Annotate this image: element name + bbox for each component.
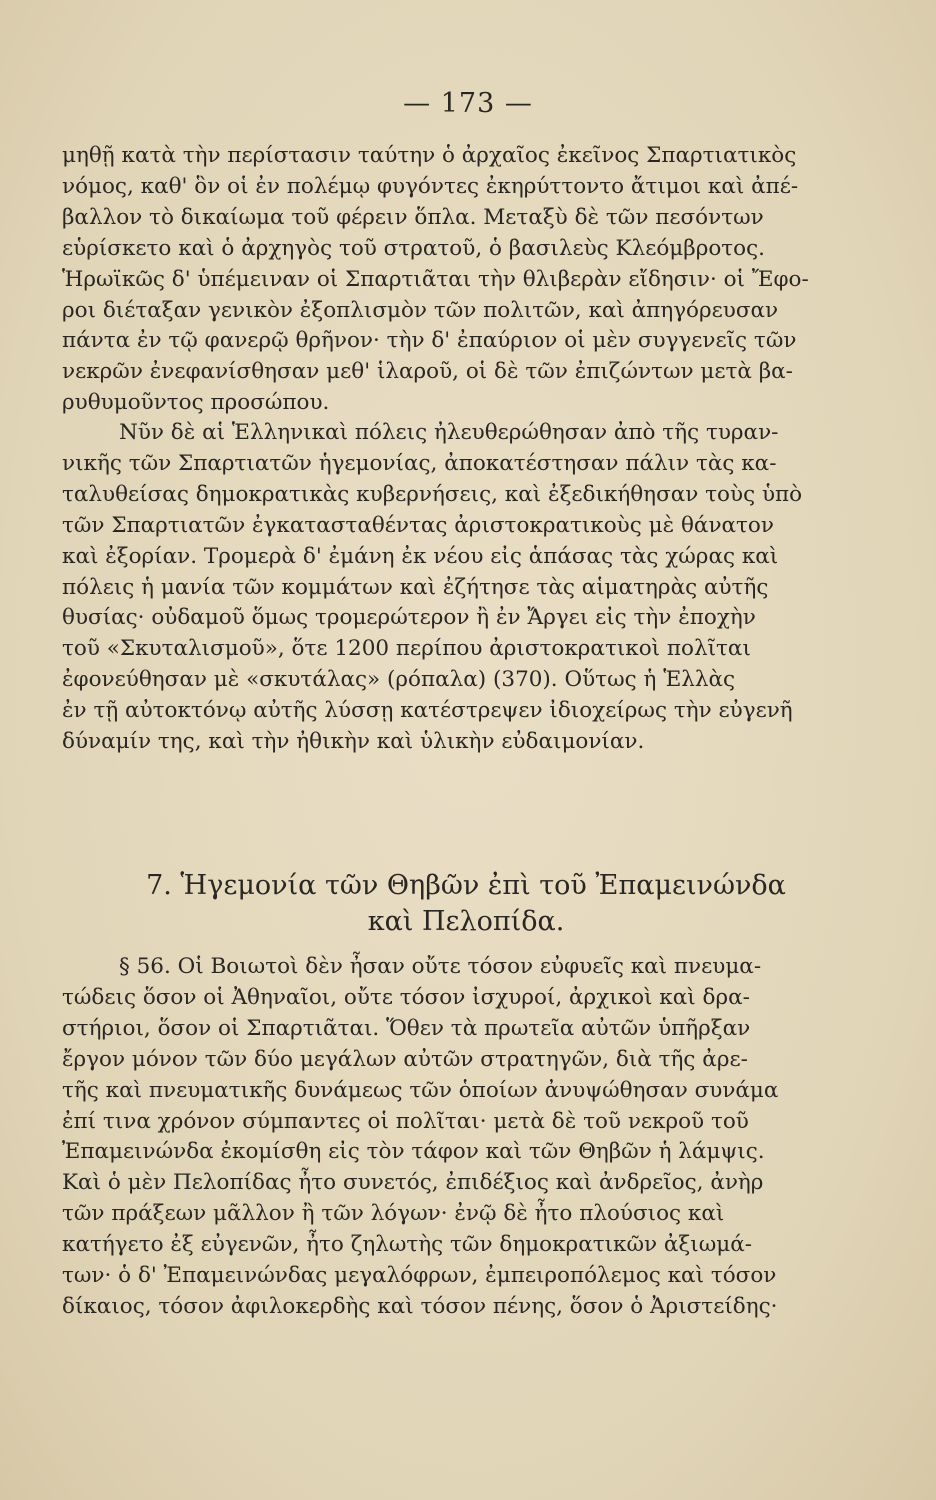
text-line: πόλεις ἡ μανία τῶν κομμάτων καὶ ἐζήτησε τὰς αἱματηρὰς αὐτῆς — [62, 574, 769, 600]
text-line: δύναμίν της, καὶ τὴν ἠθικὴν καὶ ὑλικὴν εὐδαιμονίαν. — [62, 729, 645, 755]
paragraph-3 — [62, 952, 870, 1323]
text-line: Ἐπαμεινώνδα ἐκομίσθη εἰς τὸν τάφον καὶ τῶν Θηβῶν ἡ λάμψις. — [62, 1139, 765, 1165]
text-line: δίκαιος, τόσον ἀφιλοκερδὴς καὶ τόσον πένης, ὅσον ὁ Ἀριστείδης· — [62, 1293, 778, 1319]
text-line: ἔργον μόνον τῶν δύο μεγάλων αὐτῶν στρατηγῶν, διὰ τῆς ἀρε- — [62, 1046, 748, 1072]
text-line: νόμος, καθ' ὃν οἱ ἐν πολέμῳ φυγόντες ἐκηρύττοντο ἄτιμοι καὶ ἀπέ- — [62, 173, 799, 199]
text-line: των· ὁ δ' Ἐπαμεινώνδας μεγαλόφρων, ἐμπειροπόλεμος καὶ τόσον — [62, 1263, 777, 1289]
text-line: νεκρῶν ἐνεφανίσθησαν μεθ' ἱλαροῦ, οἱ δὲ τῶν ἐπιζώντων μετὰ βα- — [62, 359, 793, 385]
text-line: τῶν πράξεων μᾶλλον ἢ τῶν λόγων· ἐνῷ δὲ ἦτο πλούσιος καὶ — [62, 1201, 725, 1227]
text-line: Νῦν δὲ αἱ Ἑλληνικαὶ πόλεις ἠλευθερώθησαν ἀπὸ τῆς τυραν- — [119, 420, 779, 445]
text-line: Καὶ ὁ μὲν Πελοπίδας ἦτο συνετός, ἐπιδέξιος καὶ ἀνδρεῖος, ἀνὴρ — [62, 1170, 764, 1196]
text-line: νικῆς τῶν Σπαρτιατῶν ἡγεμονίας, ἀποκατέστησαν πάλιν τὰς κα- — [62, 450, 777, 476]
text-line: ταλυθείσας δημοκρατικὰς κυβερνήσεις, καὶ ἐξεδικήθησαν τοὺς ὑπὸ — [62, 481, 803, 507]
heading-line: 7. Ἡγεμονία τῶν Θηβῶν ἐπὶ τοῦ Ἐπαμεινώνδα — [146, 870, 786, 901]
text-line: κατήγετο ἐξ εὐγενῶν, ἦτο ζηλωτὴς τῶν δημοκρατικῶν ἀξιωμά- — [62, 1232, 752, 1258]
text-line: τοῦ «Σκυταλισμοῦ», ὅτε 1200 περίπου ἀριστοκρατικοὶ πολῖται — [62, 636, 751, 662]
text-line: ροι διέταξαν γενικὸν ἐξοπλισμὸν τῶν πολιτῶν, καὶ ἀπηγόρευσαν — [62, 297, 779, 323]
text-line: ἐφονεύθησαν μὲ «σκυτάλας» (ρόπαλα) (370). Οὕτως ἡ Ἑλλὰς — [62, 667, 736, 693]
paragraph-1 — [62, 141, 870, 419]
section-heading — [62, 868, 870, 940]
text-line: Ἡρωϊκῶς δ' ὑπέμειναν οἱ Σπαρτιᾶται τὴν θλιβερὰν εἴδησιν· οἱ Ἔφο- — [62, 266, 809, 292]
text-line: μηθῇ κατὰ τὴν περίστασιν ταύτην ὁ ἀρχαῖος ἐκεῖνος Σπαρτιατικὸς — [62, 143, 797, 168]
text-line: ἐν τῇ αὐτοκτόνῳ αὐτῆς λύσσῃ κατέστρεψεν ἰδιοχείρως τὴν εὐγενῆ — [62, 698, 793, 724]
paragraph-2 — [62, 418, 870, 758]
text-line: θυσίας· οὐδαμοῦ ὅμως τρομερώτερον ἢ ἐν Ἄργει εἰς τὴν ἐποχὴν — [62, 605, 756, 631]
text-line: ἐπί τινα χρόνον σύμπαντες οἱ πολῖται· μετὰ δὲ τοῦ νεκροῦ τοῦ — [62, 1108, 749, 1134]
text-line: τώδεις ὅσον οἱ Ἀθηναῖοι, οὔτε τόσον ἰσχυροί, ἀρχικοὶ καὶ δρα- — [62, 984, 750, 1010]
text-line: τῶν Σπαρτιατῶν ἐγκατασταθέντας ἀριστοκρατικοὺς μὲ θάνατον — [62, 512, 774, 538]
text-line: § 56. Οἱ Βοιωτοὶ δὲν ἦσαν οὔτε τόσον εὐφυεῖς καὶ πνευμα- — [119, 954, 762, 979]
text-line: βαλλον τὸ δικαίωμα τοῦ φέρειν ὅπλα. Μεταξὺ δὲ τῶν πεσόντων — [62, 204, 764, 230]
text-line: στήριοι, ὅσον οἱ Σπαρτιᾶται. Ὅθεν τὰ πρωτεῖα αὐτῶν ὑπῆρξαν — [62, 1015, 751, 1041]
text-line: τῆς καὶ πνευματικῆς δυνάμεως τῶν ὁποίων ἀνυψώθησαν συνάμα — [62, 1077, 779, 1103]
text-line: εὑρίσκετο καὶ ὁ ἀρχηγὸς τοῦ στρατοῦ, ὁ βασιλεὺς Κλεόμβροτος. — [62, 235, 766, 261]
text-line: πάντα ἐν τῷ φανερῷ θρῆνον· τὴν δ' ἐπαύριον οἱ μὲν συγγενεῖς τῶν — [62, 328, 797, 354]
page-number: — 173 — — [403, 88, 533, 119]
heading-line: καὶ Πελοπίδα. — [367, 906, 565, 937]
text-line: ρυθυμοῦντος προσώπου. — [62, 390, 330, 416]
text-line: καὶ ἐξορίαν. Τρομερὰ δ' ἐμάνη ἐκ νέου εἰς ἁπάσας τὰς χώρας καὶ — [62, 543, 779, 569]
